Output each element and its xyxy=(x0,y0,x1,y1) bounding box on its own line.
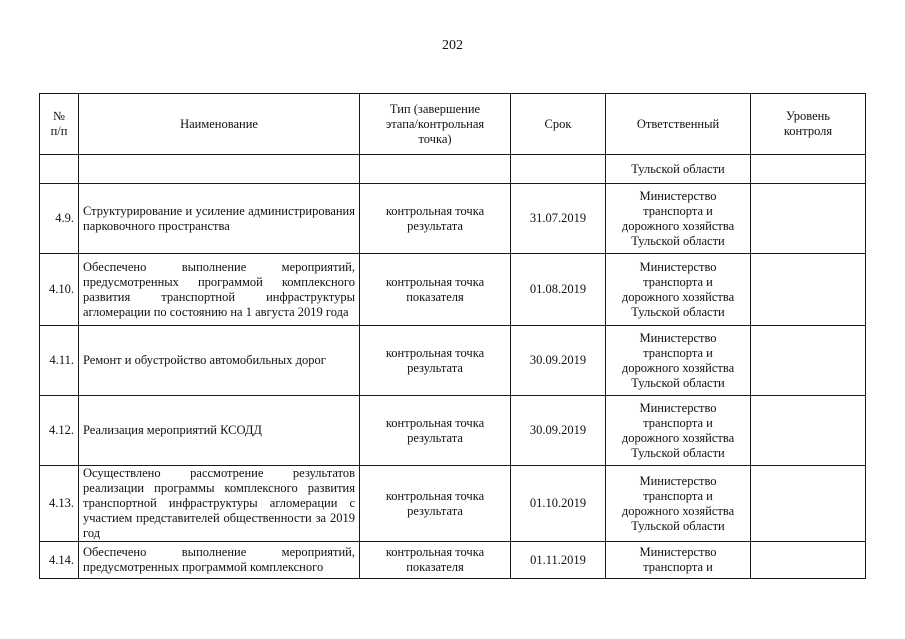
row-control-level xyxy=(751,542,866,579)
row-control-level xyxy=(751,396,866,466)
row-term: 01.11.2019 xyxy=(511,542,606,579)
row-responsible: Министерство транспорта и дорожного хозяйства Тульской области xyxy=(606,326,751,396)
control-points-table xyxy=(39,93,866,579)
row-number xyxy=(40,155,79,184)
row-number: 4.14. xyxy=(40,542,79,579)
row-term xyxy=(511,155,606,184)
row-name: Обеспечено выполнение мероприятий, предусмотренных программой комплексного xyxy=(79,542,360,579)
row-number: 4.9. xyxy=(40,184,79,254)
header-term: Срок xyxy=(511,94,606,155)
row-term: 31.07.2019 xyxy=(511,184,606,254)
row-control-level xyxy=(751,155,866,184)
row-term: 01.10.2019 xyxy=(511,466,606,542)
row-control-level xyxy=(751,254,866,326)
table-row xyxy=(40,326,866,396)
row-responsible: Министерство транспорта и дорожного хозяйства Тульской области xyxy=(606,396,751,466)
table-header-row xyxy=(40,94,866,155)
row-type: контрольная точка результата xyxy=(360,326,511,396)
row-type: контрольная точка показателя xyxy=(360,254,511,326)
row-control-level xyxy=(751,326,866,396)
row-control-level xyxy=(751,466,866,542)
row-term: 30.09.2019 xyxy=(511,326,606,396)
row-responsible: Министерство транспорта и xyxy=(606,542,751,579)
table-row xyxy=(40,184,866,254)
row-type: контрольная точка показателя xyxy=(360,542,511,579)
table-row xyxy=(40,155,866,184)
row-type: контрольная точка результата xyxy=(360,184,511,254)
row-term: 01.08.2019 xyxy=(511,254,606,326)
header-responsible: Ответственный xyxy=(606,94,751,155)
table-row xyxy=(40,542,866,579)
header-number: № п/п xyxy=(40,94,79,155)
row-name: Структурирование и усиление администрирования парковочного пространства xyxy=(79,184,360,254)
row-name xyxy=(79,155,360,184)
row-number: 4.12. xyxy=(40,396,79,466)
row-name: Реализация мероприятий КСОДД xyxy=(79,396,360,466)
row-number: 4.10. xyxy=(40,254,79,326)
header-type: Тип (завершение этапа/контрольная точка) xyxy=(360,94,511,155)
row-name: Ремонт и обустройство автомобильных дорог xyxy=(79,326,360,396)
table-row xyxy=(40,254,866,326)
row-number: 4.13. xyxy=(40,466,79,542)
table-row xyxy=(40,466,866,542)
row-type xyxy=(360,155,511,184)
row-responsible: Министерство транспорта и дорожного хозяйства Тульской области xyxy=(606,184,751,254)
row-number: 4.11. xyxy=(40,326,79,396)
row-responsible: Министерство транспорта и дорожного хозяйства Тульской области xyxy=(606,466,751,542)
header-control-level: Уровень контроля xyxy=(751,94,866,155)
header-name: Наименование xyxy=(79,94,360,155)
row-name: Обеспечено выполнение мероприятий, предусмотренных программой комплексного развития транспортной инфраструктуры агломерации по состоянию на 1 августа 2019 года xyxy=(79,254,360,326)
row-type: контрольная точка результата xyxy=(360,466,511,542)
row-term: 30.09.2019 xyxy=(511,396,606,466)
table-row xyxy=(40,396,866,466)
row-name: Осуществлено рассмотрение результатов реализации программы комплексного развития транспортной инфраструктуры агломерации с участием представителей общественности за 2019 год xyxy=(79,466,360,542)
row-type: контрольная точка результата xyxy=(360,396,511,466)
page-number: 202 xyxy=(442,38,463,53)
row-control-level xyxy=(751,184,866,254)
row-responsible: Тульской области xyxy=(606,155,751,184)
row-responsible: Министерство транспорта и дорожного хозяйства Тульской области xyxy=(606,254,751,326)
